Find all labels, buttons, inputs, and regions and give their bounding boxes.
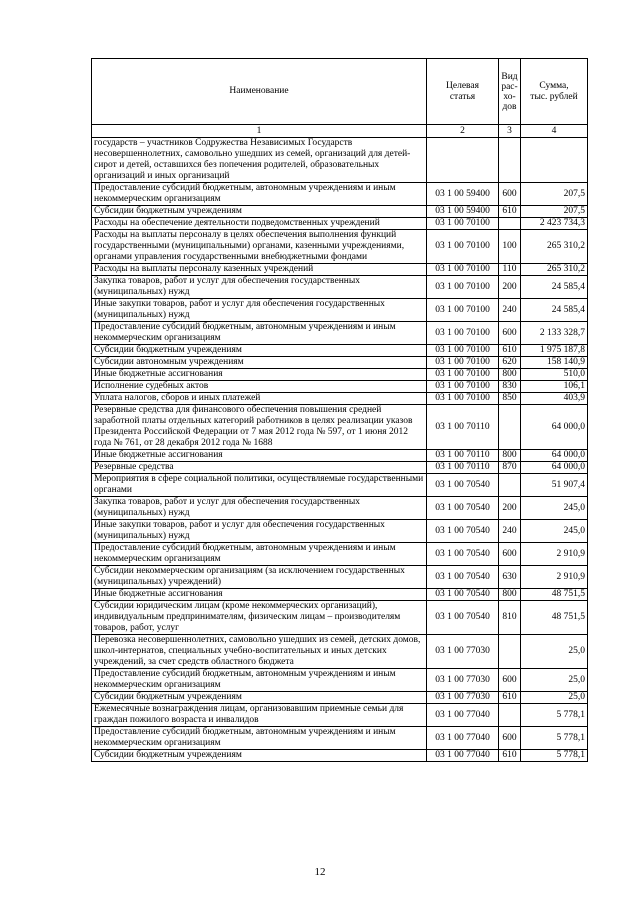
- table-row: [92, 405, 588, 450]
- table-row: [92, 727, 588, 750]
- row-name: Иные бюджетные ассигнования: [92, 450, 427, 462]
- row-expense-kind: 600: [499, 727, 521, 750]
- table-row: [92, 206, 588, 218]
- row-expense-kind: [499, 635, 521, 669]
- header-target: Целевая статья: [427, 59, 499, 125]
- row-name: Предоставление субсидий бюджетным, автономным учреждениям и иным некоммерческим организациям: [92, 727, 427, 750]
- row-target-code: 03 1 00 70110: [427, 405, 499, 450]
- row-sum: 25,0: [521, 692, 588, 704]
- row-sum: 25,0: [521, 669, 588, 692]
- budget-table: [91, 58, 588, 762]
- row-expense-kind: [499, 405, 521, 450]
- column-number: 3: [499, 125, 521, 138]
- row-sum: 24 585,4: [521, 299, 588, 322]
- row-expense-kind: 610: [499, 692, 521, 704]
- row-sum: 24 585,4: [521, 276, 588, 299]
- row-target-code: 03 1 00 70100: [427, 381, 499, 393]
- row-expense-kind: 850: [499, 393, 521, 405]
- row-expense-kind: [499, 138, 521, 183]
- row-name: государств – участников Содружества Независимых Государств несовершеннолетних, самовольно ушедших из семей, организаций для детей-сирот и детей, оставшихся без попечения родителей, образовательных организаций и иных организаций: [92, 138, 427, 183]
- row-name: Ежемесячные вознаграждения лицам, организовавшим приемные семьи для граждан пожилого возраста и инвалидов: [92, 704, 427, 727]
- row-target-code: 03 1 00 77030: [427, 635, 499, 669]
- row-name: Иные бюджетные ассигнования: [92, 369, 427, 381]
- table-row: [92, 669, 588, 692]
- row-sum: 245,0: [521, 497, 588, 520]
- table-row: [92, 369, 588, 381]
- row-target-code: 03 1 00 70100: [427, 357, 499, 369]
- row-name: Закупка товаров, работ и услуг для обеспечения государственных (муниципальных) нужд: [92, 276, 427, 299]
- row-sum: 2 423 734,3: [521, 218, 588, 230]
- row-target-code: [427, 138, 499, 183]
- row-sum: 207,5: [521, 183, 588, 206]
- row-name: Предоставление субсидий бюджетным, автономным учреждениям и иным некоммерческим организациям: [92, 543, 427, 566]
- row-expense-kind: 600: [499, 669, 521, 692]
- row-expense-kind: 600: [499, 543, 521, 566]
- row-expense-kind: 800: [499, 450, 521, 462]
- row-name: Расходы на выплаты персоналу в целях обеспечения выполнения функций государственными (муниципальными) органами, казенными учреждениями, органами управления государственными внебюджетными фондами: [92, 230, 427, 264]
- row-expense-kind: 200: [499, 276, 521, 299]
- row-name: Субсидии автономным учреждениям: [92, 357, 427, 369]
- table-row: [92, 393, 588, 405]
- table-row: [92, 704, 588, 727]
- table-row: [92, 474, 588, 497]
- row-name: Субсидии некоммерческим организациям (за исключением государственных (муниципальных) учреждений): [92, 566, 427, 589]
- row-name: Субсидии бюджетным учреждениям: [92, 750, 427, 762]
- row-expense-kind: 620: [499, 357, 521, 369]
- column-number: 4: [521, 125, 588, 138]
- table-row: [92, 520, 588, 543]
- row-sum: 403,9: [521, 393, 588, 405]
- table-row: [92, 750, 588, 762]
- row-expense-kind: 870: [499, 462, 521, 474]
- row-target-code: 03 1 00 70100: [427, 345, 499, 357]
- header-sum: Сумма, тыс. рублей: [521, 59, 588, 125]
- row-expense-kind: 800: [499, 589, 521, 601]
- row-sum: 2 910,9: [521, 543, 588, 566]
- row-name: Иные закупки товаров, работ и услуг для обеспечения государственных (муниципальных) нужд: [92, 520, 427, 543]
- row-name: Предоставление субсидий бюджетным, автономным учреждениям и иным некоммерческим организациям: [92, 183, 427, 206]
- row-expense-kind: 600: [499, 322, 521, 345]
- row-name: Исполнение судебных актов: [92, 381, 427, 393]
- row-expense-kind: [499, 474, 521, 497]
- row-target-code: 03 1 00 70110: [427, 450, 499, 462]
- row-target-code: 03 1 00 77030: [427, 669, 499, 692]
- row-target-code: 03 1 00 70100: [427, 230, 499, 264]
- row-sum: [521, 138, 588, 183]
- row-name: Субсидии бюджетным учреждениям: [92, 692, 427, 704]
- row-sum: 5 778,1: [521, 750, 588, 762]
- page-number: 12: [314, 866, 326, 878]
- table-row: [92, 345, 588, 357]
- column-number: 1: [92, 125, 427, 138]
- row-expense-kind: 610: [499, 750, 521, 762]
- row-target-code: 03 1 00 70100: [427, 218, 499, 230]
- header-kind: Вид рас- хо- дов: [499, 59, 521, 125]
- row-expense-kind: 110: [499, 264, 521, 276]
- row-target-code: 03 1 00 70540: [427, 566, 499, 589]
- table-row: [92, 692, 588, 704]
- table-row: [92, 543, 588, 566]
- row-sum: 64 000,0: [521, 462, 588, 474]
- row-target-code: 03 1 00 70540: [427, 601, 499, 635]
- row-target-code: 03 1 00 70100: [427, 322, 499, 345]
- row-expense-kind: 810: [499, 601, 521, 635]
- table-row: [92, 183, 588, 206]
- row-expense-kind: 240: [499, 299, 521, 322]
- table-row: [92, 450, 588, 462]
- row-sum: 2 910,9: [521, 566, 588, 589]
- row-name: Субсидии юридическим лицам (кроме некоммерческих организаций), индивидуальным предпринимателям, физическим лицам – производителям товаров, работ, услуг: [92, 601, 427, 635]
- table-row: [92, 497, 588, 520]
- row-target-code: 03 1 00 70540: [427, 589, 499, 601]
- row-name: Закупка товаров, работ и услуг для обеспечения государственных (муниципальных) нужд: [92, 497, 427, 520]
- row-target-code: 03 1 00 77040: [427, 750, 499, 762]
- row-expense-kind: 830: [499, 381, 521, 393]
- row-target-code: 03 1 00 70540: [427, 497, 499, 520]
- row-expense-kind: 100: [499, 230, 521, 264]
- row-name: Субсидии бюджетным учреждениям: [92, 345, 427, 357]
- table-row: [92, 276, 588, 299]
- row-expense-kind: [499, 218, 521, 230]
- row-sum: 245,0: [521, 520, 588, 543]
- row-sum: 265 310,2: [521, 230, 588, 264]
- header-name: Наименование: [92, 59, 427, 125]
- row-target-code: 03 1 00 70100: [427, 393, 499, 405]
- row-target-code: 03 1 00 70100: [427, 299, 499, 322]
- table-row: [92, 381, 588, 393]
- row-expense-kind: 630: [499, 566, 521, 589]
- row-name: Предоставление субсидий бюджетным, автономным учреждениям и иным некоммерческим организациям: [92, 669, 427, 692]
- row-sum: 5 778,1: [521, 704, 588, 727]
- row-name: Субсидии бюджетным учреждениям: [92, 206, 427, 218]
- row-name: Предоставление субсидий бюджетным, автономным учреждениям и иным некоммерческим организациям: [92, 322, 427, 345]
- row-sum: 207,5: [521, 206, 588, 218]
- row-target-code: 03 1 00 70540: [427, 520, 499, 543]
- row-target-code: 03 1 00 70540: [427, 543, 499, 566]
- row-expense-kind: 610: [499, 206, 521, 218]
- table-row: [92, 635, 588, 669]
- row-sum: 158 140,9: [521, 357, 588, 369]
- row-name: Перевозка несовершеннолетних, самовольно ушедших из семей, детских домов, школ-интернатов, специальных учебно-воспитательных и иных детских учреждений, за счет средств областного бюджета: [92, 635, 427, 669]
- row-sum: 51 907,4: [521, 474, 588, 497]
- row-sum: 64 000,0: [521, 450, 588, 462]
- row-name: Иные закупки товаров, работ и услуг для обеспечения государственных (муниципальных) нужд: [92, 299, 427, 322]
- row-name: Расходы на обеспечение деятельности подведомственных учреждений: [92, 218, 427, 230]
- row-name: Мероприятия в сфере социальной политики, осуществляемые государственными органами: [92, 474, 427, 497]
- row-name: Уплата налогов, сборов и иных платежей: [92, 393, 427, 405]
- row-target-code: 03 1 00 59400: [427, 183, 499, 206]
- table-row: [92, 299, 588, 322]
- row-name: Расходы на выплаты персоналу казенных учреждений: [92, 264, 427, 276]
- table-row: [92, 218, 588, 230]
- row-sum: 25,0: [521, 635, 588, 669]
- row-target-code: 03 1 00 70100: [427, 264, 499, 276]
- row-sum: 64 000,0: [521, 405, 588, 450]
- column-number: 2: [427, 125, 499, 138]
- table-row: [92, 230, 588, 264]
- row-sum: 265 310,2: [521, 264, 588, 276]
- row-name: Иные бюджетные ассигнования: [92, 589, 427, 601]
- row-target-code: 03 1 00 77040: [427, 727, 499, 750]
- table-row: [92, 138, 588, 183]
- row-sum: 106,1: [521, 381, 588, 393]
- table-row: [92, 566, 588, 589]
- row-sum: 510,0: [521, 369, 588, 381]
- row-sum: 1 975 187,8: [521, 345, 588, 357]
- row-target-code: 03 1 00 70110: [427, 462, 499, 474]
- table-row: [92, 462, 588, 474]
- row-target-code: 03 1 00 70100: [427, 276, 499, 299]
- row-target-code: 03 1 00 59400: [427, 206, 499, 218]
- row-expense-kind: [499, 704, 521, 727]
- row-target-code: 03 1 00 77040: [427, 704, 499, 727]
- table-row: [92, 357, 588, 369]
- row-sum: 48 751,5: [521, 601, 588, 635]
- row-target-code: 03 1 00 70540: [427, 474, 499, 497]
- table-row: [92, 589, 588, 601]
- table-row: [92, 264, 588, 276]
- table-row: [92, 322, 588, 345]
- row-expense-kind: 800: [499, 369, 521, 381]
- row-name: Резервные средства для финансового обеспечения повышения средней заработной платы отдельных категорий работников в целях реализации указов Президента Российской Федерации от 7 мая 2012 года № 597, от 1 июня 2012 года № 761, от 28 декабря 2012 года № 1688: [92, 405, 427, 450]
- row-target-code: 03 1 00 70100: [427, 369, 499, 381]
- row-sum: 48 751,5: [521, 589, 588, 601]
- table-row: [92, 601, 588, 635]
- column-number-row: [92, 125, 588, 138]
- row-expense-kind: 600: [499, 183, 521, 206]
- row-sum: 5 778,1: [521, 727, 588, 750]
- header-row: [92, 59, 588, 125]
- row-expense-kind: 200: [499, 497, 521, 520]
- row-name: Резервные средства: [92, 462, 427, 474]
- row-sum: 2 133 328,7: [521, 322, 588, 345]
- row-expense-kind: 240: [499, 520, 521, 543]
- row-target-code: 03 1 00 77030: [427, 692, 499, 704]
- row-expense-kind: 610: [499, 345, 521, 357]
